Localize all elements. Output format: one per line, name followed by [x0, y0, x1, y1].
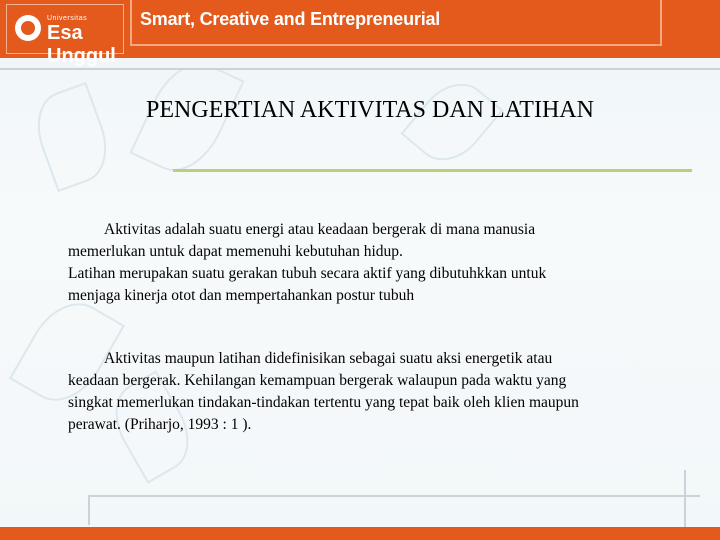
slide-title: PENGERTIAN AKTIVITAS DAN LATIHAN	[146, 97, 594, 123]
footer-edge	[684, 470, 686, 530]
paragraph-definition	[68, 219, 668, 307]
header-tagline: Smart, Creative and Entrepreneurial	[140, 9, 441, 29]
logo-name: Esa Unggul	[47, 22, 116, 67]
title-divider	[173, 169, 692, 172]
paragraph-line: Aktivitas maupun latihan didefinisikan sebagai suatu aksi energetik atau	[104, 350, 553, 367]
paragraph-line: menjaga kinerja otot dan mempertahankan postur tubuh	[68, 287, 415, 304]
logo-emblem-icon	[15, 15, 41, 41]
paragraph-line: singkat memerlukan tindakan-tindakan tertentu yang tepat baik oleh klien maupun	[68, 394, 579, 411]
footer-bar	[0, 527, 720, 540]
paragraph-line: perawat. (Priharjo, 1993 : 1 ).	[68, 416, 252, 433]
paragraph-explanation	[68, 348, 668, 436]
paragraph-line: Aktivitas adalah suatu energi atau keadaan bergerak di mana manusia	[104, 221, 536, 238]
footer-frame	[88, 495, 700, 525]
paragraph-line: keadaan bergerak. Kehilangan kemampuan bergerak walaupun pada waktu yang	[68, 372, 567, 389]
university-logo	[6, 4, 124, 67]
logo-subtitle: Universitas	[47, 15, 88, 22]
paragraph-line: memerlukan untuk dapat memenuhi kebutuhan hidup.	[68, 243, 403, 260]
paragraph-line: Latihan merupakan suatu gerakan tubuh secara aktif yang dibutuhkkan untuk	[68, 265, 547, 282]
